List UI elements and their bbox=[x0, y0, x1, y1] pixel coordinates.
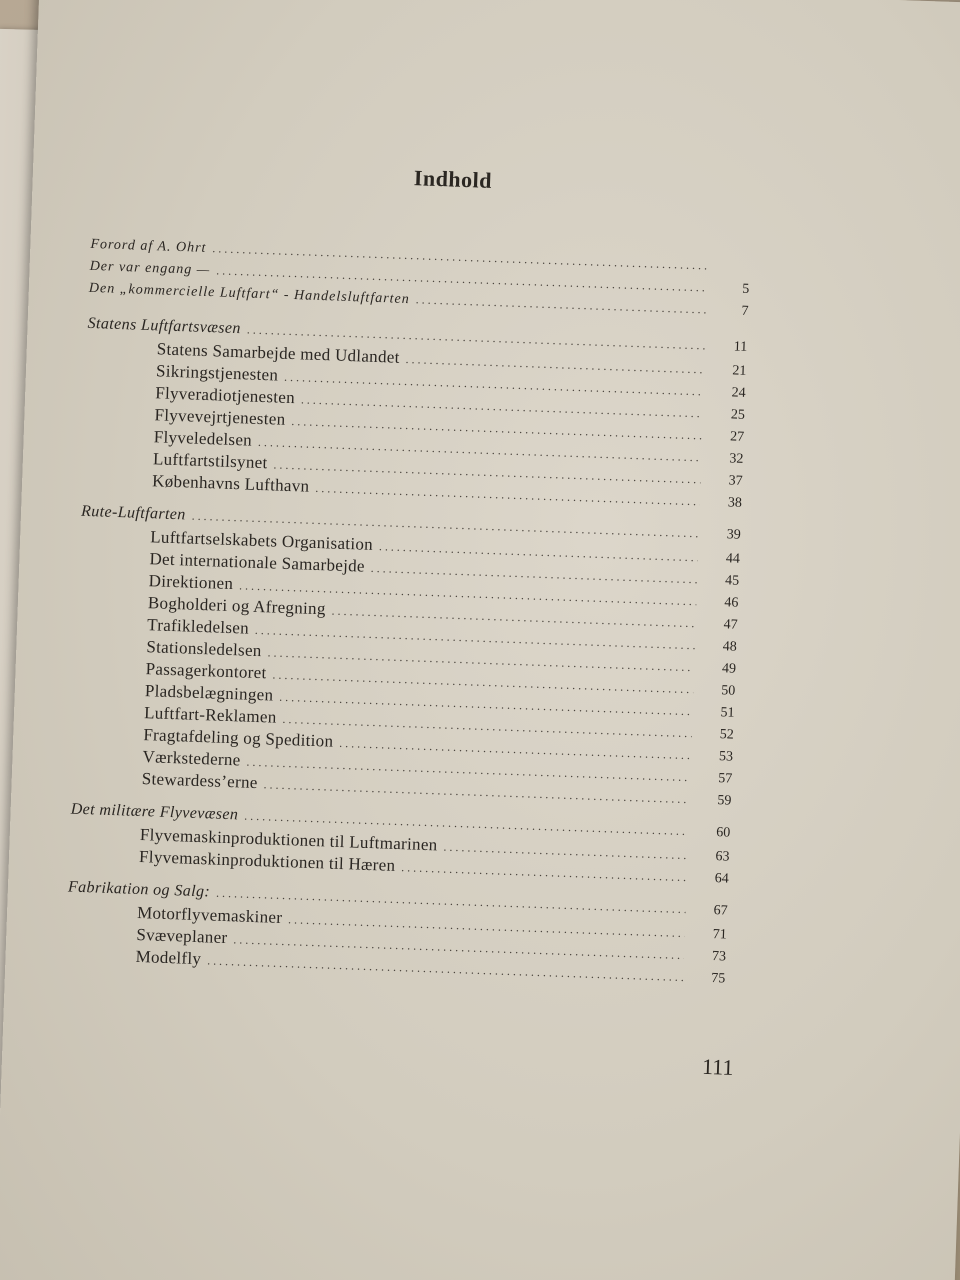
toc-entry-page-number: 50 bbox=[721, 683, 736, 699]
toc-entry-label: Luftfartstilsynet bbox=[152, 449, 268, 473]
table-of-contents bbox=[65, 237, 750, 990]
page-folio: 111 bbox=[701, 1053, 734, 1080]
toc-entry-page-number: 71 bbox=[712, 927, 728, 943]
toc-entry-label: Modelfly bbox=[135, 946, 202, 969]
toc-entry-page-number: 53 bbox=[718, 749, 734, 765]
toc-entry-page-number: 44 bbox=[725, 551, 741, 567]
toc-entry-page-number: 59 bbox=[717, 793, 732, 809]
toc-entry-page-number bbox=[714, 270, 750, 271]
toc-entry-label: Stationsledelsen bbox=[146, 637, 263, 661]
toc-entry-page-number: 57 bbox=[717, 771, 733, 787]
toc-entry-label: Stewardess’erne bbox=[141, 769, 259, 793]
toc-entry-label: Værkstederne bbox=[142, 747, 241, 770]
toc-entry-page-number: 25 bbox=[730, 407, 746, 423]
toc-entry-label: Svæveplaner bbox=[136, 924, 228, 948]
toc-entry-label: Motorflyvemaskiner bbox=[136, 902, 283, 928]
toc-entry-label: Der var engang — bbox=[89, 258, 211, 279]
toc-entry-label: Flyvevejrtjenesten bbox=[154, 405, 286, 429]
toc-entry-page-number: 73 bbox=[711, 949, 727, 965]
toc-entry-label: Forord af A. Ohrt bbox=[90, 236, 207, 256]
toc-entry-label: Flyvemaskinproduktionen til Luftmarinen bbox=[139, 825, 438, 855]
toc-entry-page-number: 49 bbox=[721, 661, 737, 677]
toc-entry-page-number: 51 bbox=[720, 705, 735, 721]
toc-entry-page-number: 39 bbox=[726, 527, 741, 543]
toc-entry-page-number: 75 bbox=[710, 971, 726, 987]
toc-entry-label: Luftfart-Reklamen bbox=[143, 703, 277, 727]
toc-entry-page-number: 24 bbox=[731, 385, 746, 401]
toc-entry-label: Sikringstjenesten bbox=[155, 361, 279, 385]
page-content bbox=[53, 0, 820, 1280]
toc-entry-label: Fragtafdeling og Spedition bbox=[143, 725, 334, 751]
toc-entry-page-number: 37 bbox=[728, 473, 743, 489]
toc-entry-label: Flyveledelsen bbox=[153, 427, 253, 450]
toc-entry-label: Passagerkontoret bbox=[145, 659, 267, 683]
toc-entry-page-number: 67 bbox=[713, 903, 728, 919]
toc-entry-label: Den „kommercielle Luftfart“ - Handelsluftfarten bbox=[88, 280, 410, 308]
toc-entry-label: Det internationale Samarbejde bbox=[149, 549, 366, 576]
toc-entry-page-number: 38 bbox=[727, 495, 743, 511]
toc-entry-page-number: 60 bbox=[716, 825, 731, 841]
toc-entry-label: Luftfartselskabets Organisation bbox=[149, 527, 374, 554]
toc-entry-label: Statens Samarbejde med Udlandet bbox=[156, 339, 401, 367]
toc-entry-label: Det militære Flyvevæsen bbox=[70, 800, 239, 824]
toc-entry-page-number: 32 bbox=[729, 451, 744, 467]
toc-entry-page-number: 11 bbox=[733, 339, 748, 355]
toc-entry-label: Fabrikation og Salg: bbox=[67, 878, 211, 901]
toc-entry-page-number: 47 bbox=[723, 617, 738, 633]
toc-entry-page-number: 5 bbox=[742, 281, 750, 297]
toc-entry-page-number: 46 bbox=[724, 595, 739, 611]
toc-entry-label: Bogholderi og Afregning bbox=[147, 593, 327, 619]
toc-entry-page-number: 52 bbox=[719, 727, 734, 743]
toc-entry-label: Flyvemaskinproduktionen til Hæren bbox=[138, 847, 396, 875]
toc-entry-page-number: 7 bbox=[741, 303, 749, 319]
toc-entry-page-number: 45 bbox=[724, 573, 740, 589]
toc-entry-label: Københavns Lufthavn bbox=[151, 471, 310, 496]
toc-entry-page-number: 48 bbox=[722, 639, 738, 655]
toc-entry-page-number: 64 bbox=[714, 871, 729, 887]
toc-entry-label: Trafikledelsen bbox=[146, 615, 250, 638]
toc-entry-label: Rute-Luftfarten bbox=[80, 502, 187, 524]
toc-entry-page-number: 63 bbox=[715, 849, 730, 865]
toc-entry-label: Pladsbelægningen bbox=[144, 681, 274, 705]
toc-entry-page-number: 27 bbox=[729, 429, 745, 445]
toc-entry-page-number: 21 bbox=[732, 363, 747, 379]
toc-entry-label: Flyveradiotjenesten bbox=[154, 383, 296, 408]
page-title: Indhold bbox=[413, 165, 493, 193]
toc-entry-label: Statens Luftfartsvæsen bbox=[87, 314, 242, 338]
toc-entry-label: Direktionen bbox=[148, 571, 234, 594]
